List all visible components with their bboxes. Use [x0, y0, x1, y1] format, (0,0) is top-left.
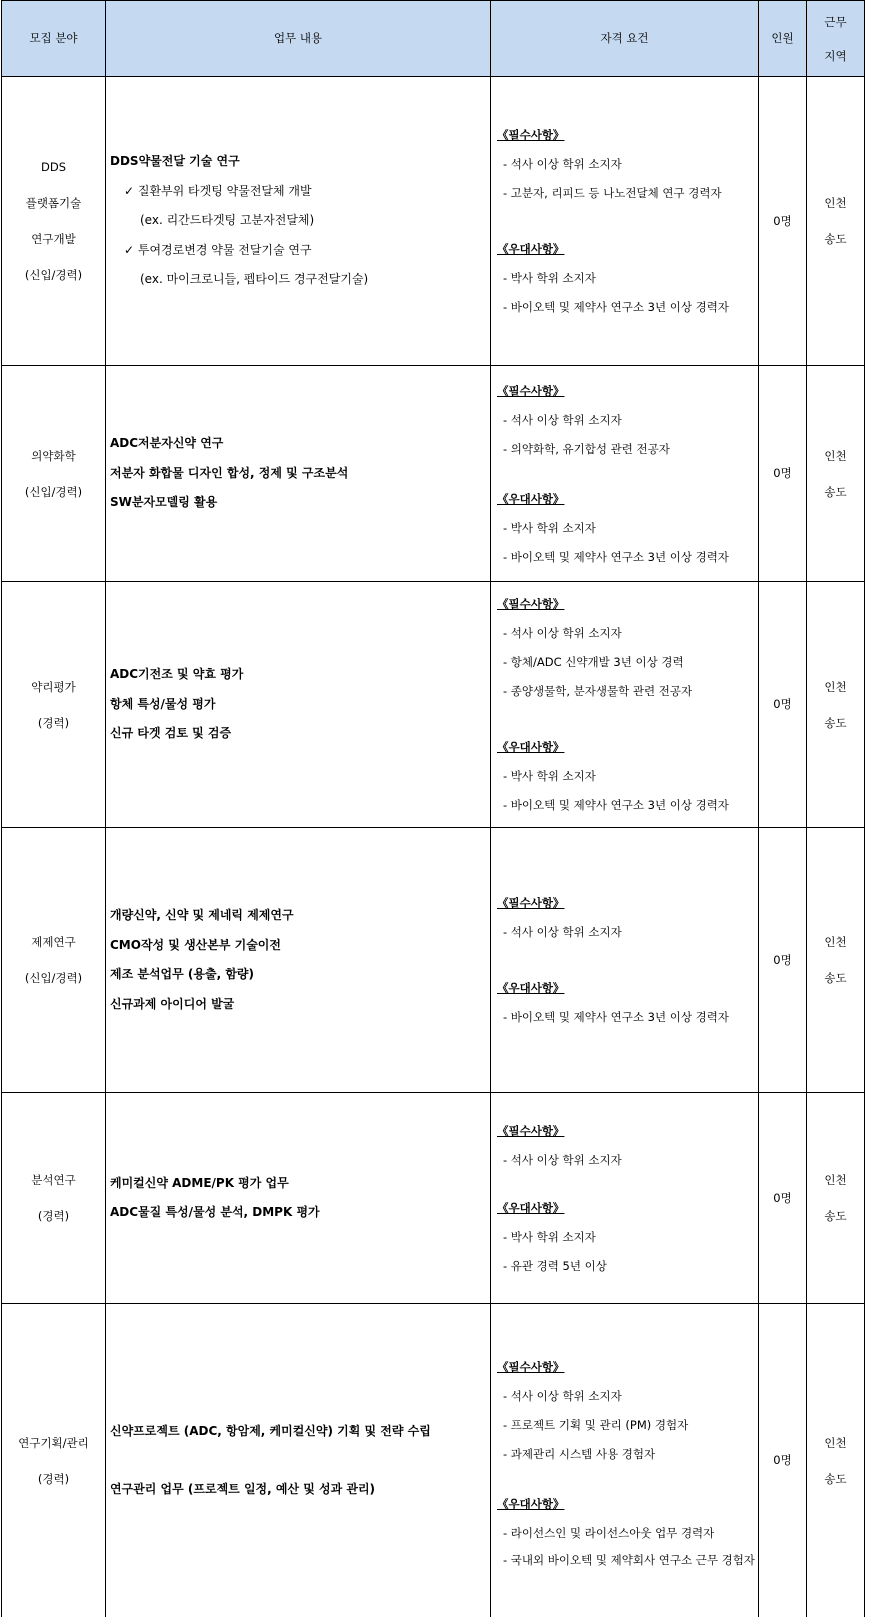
- duty-line: 제조 분석업무 (용출, 함량): [110, 967, 254, 981]
- requirements-spacer: [497, 208, 758, 234]
- field-line: (경력): [37, 1209, 70, 1223]
- preferred-heading: 《우대사항》: [497, 491, 565, 506]
- table-row: [2, 828, 865, 1093]
- duty-spacer: [110, 1446, 490, 1475]
- required-heading: 《필수사항》: [497, 1123, 565, 1138]
- field-line: 연구개발: [31, 232, 76, 246]
- requirements-cell: [491, 1304, 759, 1617]
- duty-line: 연구관리 업무 (프로젝트 일정, 예산 및 성과 관리): [110, 1482, 376, 1496]
- table-row: [2, 1093, 865, 1304]
- preferred-heading: 《우대사항》: [497, 242, 565, 256]
- requirements-cell: [491, 1093, 759, 1304]
- required-item: - 석사 이상 학위 소지자: [503, 1389, 622, 1403]
- requirements-spacer: [497, 706, 758, 732]
- field-cell: [2, 366, 106, 582]
- location-line: 송도: [824, 1209, 847, 1223]
- field-line: (경력): [37, 715, 70, 730]
- headcount-cell: 0명: [759, 828, 807, 1093]
- duty-line: 신약프로젝트 (ADC, 항암제, 케미컬신약) 기획 및 전략 수립: [110, 1423, 431, 1438]
- field-line: (신입/경력): [24, 484, 83, 499]
- duty-cell: [106, 828, 491, 1093]
- duty-line: 신규과제 아이디어 발굴: [110, 996, 235, 1011]
- field-line: 의약화학: [31, 448, 76, 463]
- preferred-item: - 박사 학위 소지자: [503, 1229, 596, 1244]
- duty-line: ADC물질 특성/물성 분석, DMPK 평가: [110, 1205, 320, 1219]
- field-cell: [2, 1093, 106, 1304]
- field-cell: [2, 77, 106, 366]
- requirements-spacer: [497, 947, 758, 973]
- header-location: [807, 1, 865, 77]
- required-heading: 《필수사항》: [497, 597, 565, 611]
- recruitment-table: [1, 0, 865, 1617]
- location-line: 인천: [824, 196, 847, 210]
- headcount-cell: 0명: [759, 366, 807, 582]
- preferred-item: - 바이오텍 및 제약사 연구소 3년 이상 경력자: [503, 549, 729, 564]
- preferred-heading: 《우대사항》: [497, 1200, 565, 1215]
- duty-line: 항체 특성/물성 평가: [110, 696, 216, 711]
- location-cell: [807, 366, 865, 582]
- headcount-cell: 0명: [759, 1304, 807, 1617]
- location-line: 송도: [824, 1471, 847, 1486]
- location-line: 송도: [824, 232, 847, 246]
- required-item: - 고분자, 리피드 등 나노전달체 연구 경력자: [503, 186, 722, 200]
- preferred-item: - 바이오텍 및 제약사 연구소 3년 이상 경력자: [503, 798, 729, 812]
- required-heading: 《필수사항》: [497, 1360, 565, 1374]
- required-item: - 항체/ADC 신약개발 3년 이상 경력: [503, 655, 684, 669]
- preferred-item: - 유관 경력 5년 이상: [503, 1258, 607, 1273]
- duty-line: (ex. 리간드타겟팅 고분자전달체): [140, 213, 315, 228]
- field-cell: [2, 1304, 106, 1617]
- duty-line: CMO작성 및 생산본부 기술이전: [110, 937, 281, 952]
- duty-line: ✓ 질환부위 타겟팅 약물전달체 개발: [124, 183, 312, 198]
- required-item: - 석사 이상 학위 소지자: [503, 412, 622, 427]
- required-item: - 석사 이상 학위 소지자: [503, 1152, 622, 1167]
- location-line: 인천: [824, 679, 847, 694]
- preferred-heading: 《우대사항》: [497, 740, 565, 754]
- duty-line: ✓ 투여경로변경 약물 전달기술 연구: [124, 242, 312, 257]
- required-item: - 과제관리 시스템 사용 경험자: [503, 1447, 656, 1461]
- duty-cell: [106, 1093, 491, 1304]
- requirements-cell: [491, 828, 759, 1093]
- duty-cell: [106, 1304, 491, 1617]
- requirements-spacer: [497, 1175, 758, 1193]
- field-line: 제제연구: [31, 935, 76, 949]
- field-line: 약리평가: [31, 679, 76, 694]
- location-cell: [807, 582, 865, 828]
- field-line: 분석연구: [31, 1173, 76, 1187]
- required-heading: 《필수사항》: [497, 383, 565, 398]
- preferred-item: - 박사 학위 소지자: [503, 271, 596, 285]
- preferred-item: - 국내외 바이오텍 및 제약회사 연구소 근무 경험자: [503, 1553, 755, 1567]
- field-line: (신입/경력): [24, 268, 83, 282]
- duty-cell: [106, 582, 491, 828]
- header-row: [2, 1, 865, 77]
- headcount-cell: 0명: [759, 582, 807, 828]
- location-cell: [807, 1304, 865, 1617]
- required-item: - 석사 이상 학위 소지자: [503, 925, 622, 939]
- duty-line: 저분자 화합물 디자인 합성, 정제 및 구조분석: [110, 465, 349, 480]
- duty-cell: [106, 77, 491, 366]
- table-row: [2, 582, 865, 828]
- field-cell: [2, 582, 106, 828]
- requirements-cell: [491, 77, 759, 366]
- required-item: - 석사 이상 학위 소지자: [503, 626, 622, 640]
- field-line: 연구기획/관리: [18, 1435, 89, 1450]
- field-cell: [2, 828, 106, 1093]
- location-cell: [807, 77, 865, 366]
- header-location-line2: 지역: [824, 48, 847, 63]
- field-line: (신입/경력): [24, 971, 83, 985]
- header-field: 모집 분야: [2, 1, 106, 77]
- location-line: 인천: [824, 1173, 847, 1187]
- duty-line: ADC기전조 및 약효 평가: [110, 667, 244, 682]
- field-line: DDS: [40, 160, 66, 174]
- preferred-item: - 박사 학위 소지자: [503, 520, 596, 535]
- required-item: - 석사 이상 학위 소지자: [503, 157, 622, 171]
- header-location-line1: 근무: [824, 14, 847, 29]
- requirements-cell: [491, 366, 759, 582]
- requirements-spacer: [497, 1469, 758, 1489]
- duty-line: SW분자모델링 활용: [110, 495, 218, 510]
- location-line: 송도: [824, 715, 847, 730]
- requirements-cell: [491, 582, 759, 828]
- duty-line: (ex. 마이크로니들, 펩타이드 경구전달기술): [140, 272, 369, 287]
- requirements-spacer: [497, 464, 758, 484]
- table-row: [2, 1304, 865, 1617]
- location-line: 인천: [824, 935, 847, 949]
- duty-line: 케미컬신약 ADME/PK 평가 업무: [110, 1175, 289, 1190]
- duty-line: DDS약물전달 기술 연구: [110, 154, 240, 169]
- location-line: 인천: [824, 1435, 847, 1450]
- table-row: [2, 77, 865, 366]
- location-line: 송도: [824, 971, 847, 985]
- location-cell: [807, 828, 865, 1093]
- preferred-heading: 《우대사항》: [497, 1497, 565, 1511]
- required-heading: 《필수사항》: [497, 896, 565, 910]
- header-requirements: 자격 요건: [491, 1, 759, 77]
- required-heading: 《필수사항》: [497, 128, 565, 142]
- field-line: 플랫폼기술: [25, 196, 82, 210]
- duty-line: 개량신약, 신약 및 제네릭 제제연구: [110, 908, 294, 922]
- preferred-heading: 《우대사항》: [497, 981, 565, 995]
- preferred-item: - 박사 학위 소지자: [503, 769, 596, 783]
- header-duty: 업무 내용: [106, 1, 491, 77]
- required-item: - 프로젝트 기획 및 관리 (PM) 경험자: [503, 1418, 689, 1432]
- table-row: [2, 366, 865, 582]
- location-cell: [807, 1093, 865, 1304]
- duty-line: ADC저분자신약 연구: [110, 436, 224, 451]
- duty-line: 신규 타겟 검토 및 검증: [110, 726, 232, 741]
- location-line: 송도: [824, 484, 847, 499]
- headcount-cell: 0명: [759, 77, 807, 366]
- required-item: - 종양생물학, 분자생물학 관련 전공자: [503, 684, 693, 698]
- preferred-item: - 바이오텍 및 제약사 연구소 3년 이상 경력자: [503, 300, 729, 314]
- header-headcount: 인원: [759, 1, 807, 77]
- preferred-item: - 바이오텍 및 제약사 연구소 3년 이상 경력자: [503, 1010, 729, 1024]
- field-line: (경력): [37, 1471, 70, 1486]
- duty-cell: [106, 366, 491, 582]
- location-line: 인천: [824, 448, 847, 463]
- headcount-cell: 0명: [759, 1093, 807, 1304]
- required-item: - 의약화학, 유기합성 관련 전공자: [503, 441, 670, 456]
- preferred-item: - 라이선스인 및 라이선스아웃 업무 경력자: [503, 1526, 715, 1540]
